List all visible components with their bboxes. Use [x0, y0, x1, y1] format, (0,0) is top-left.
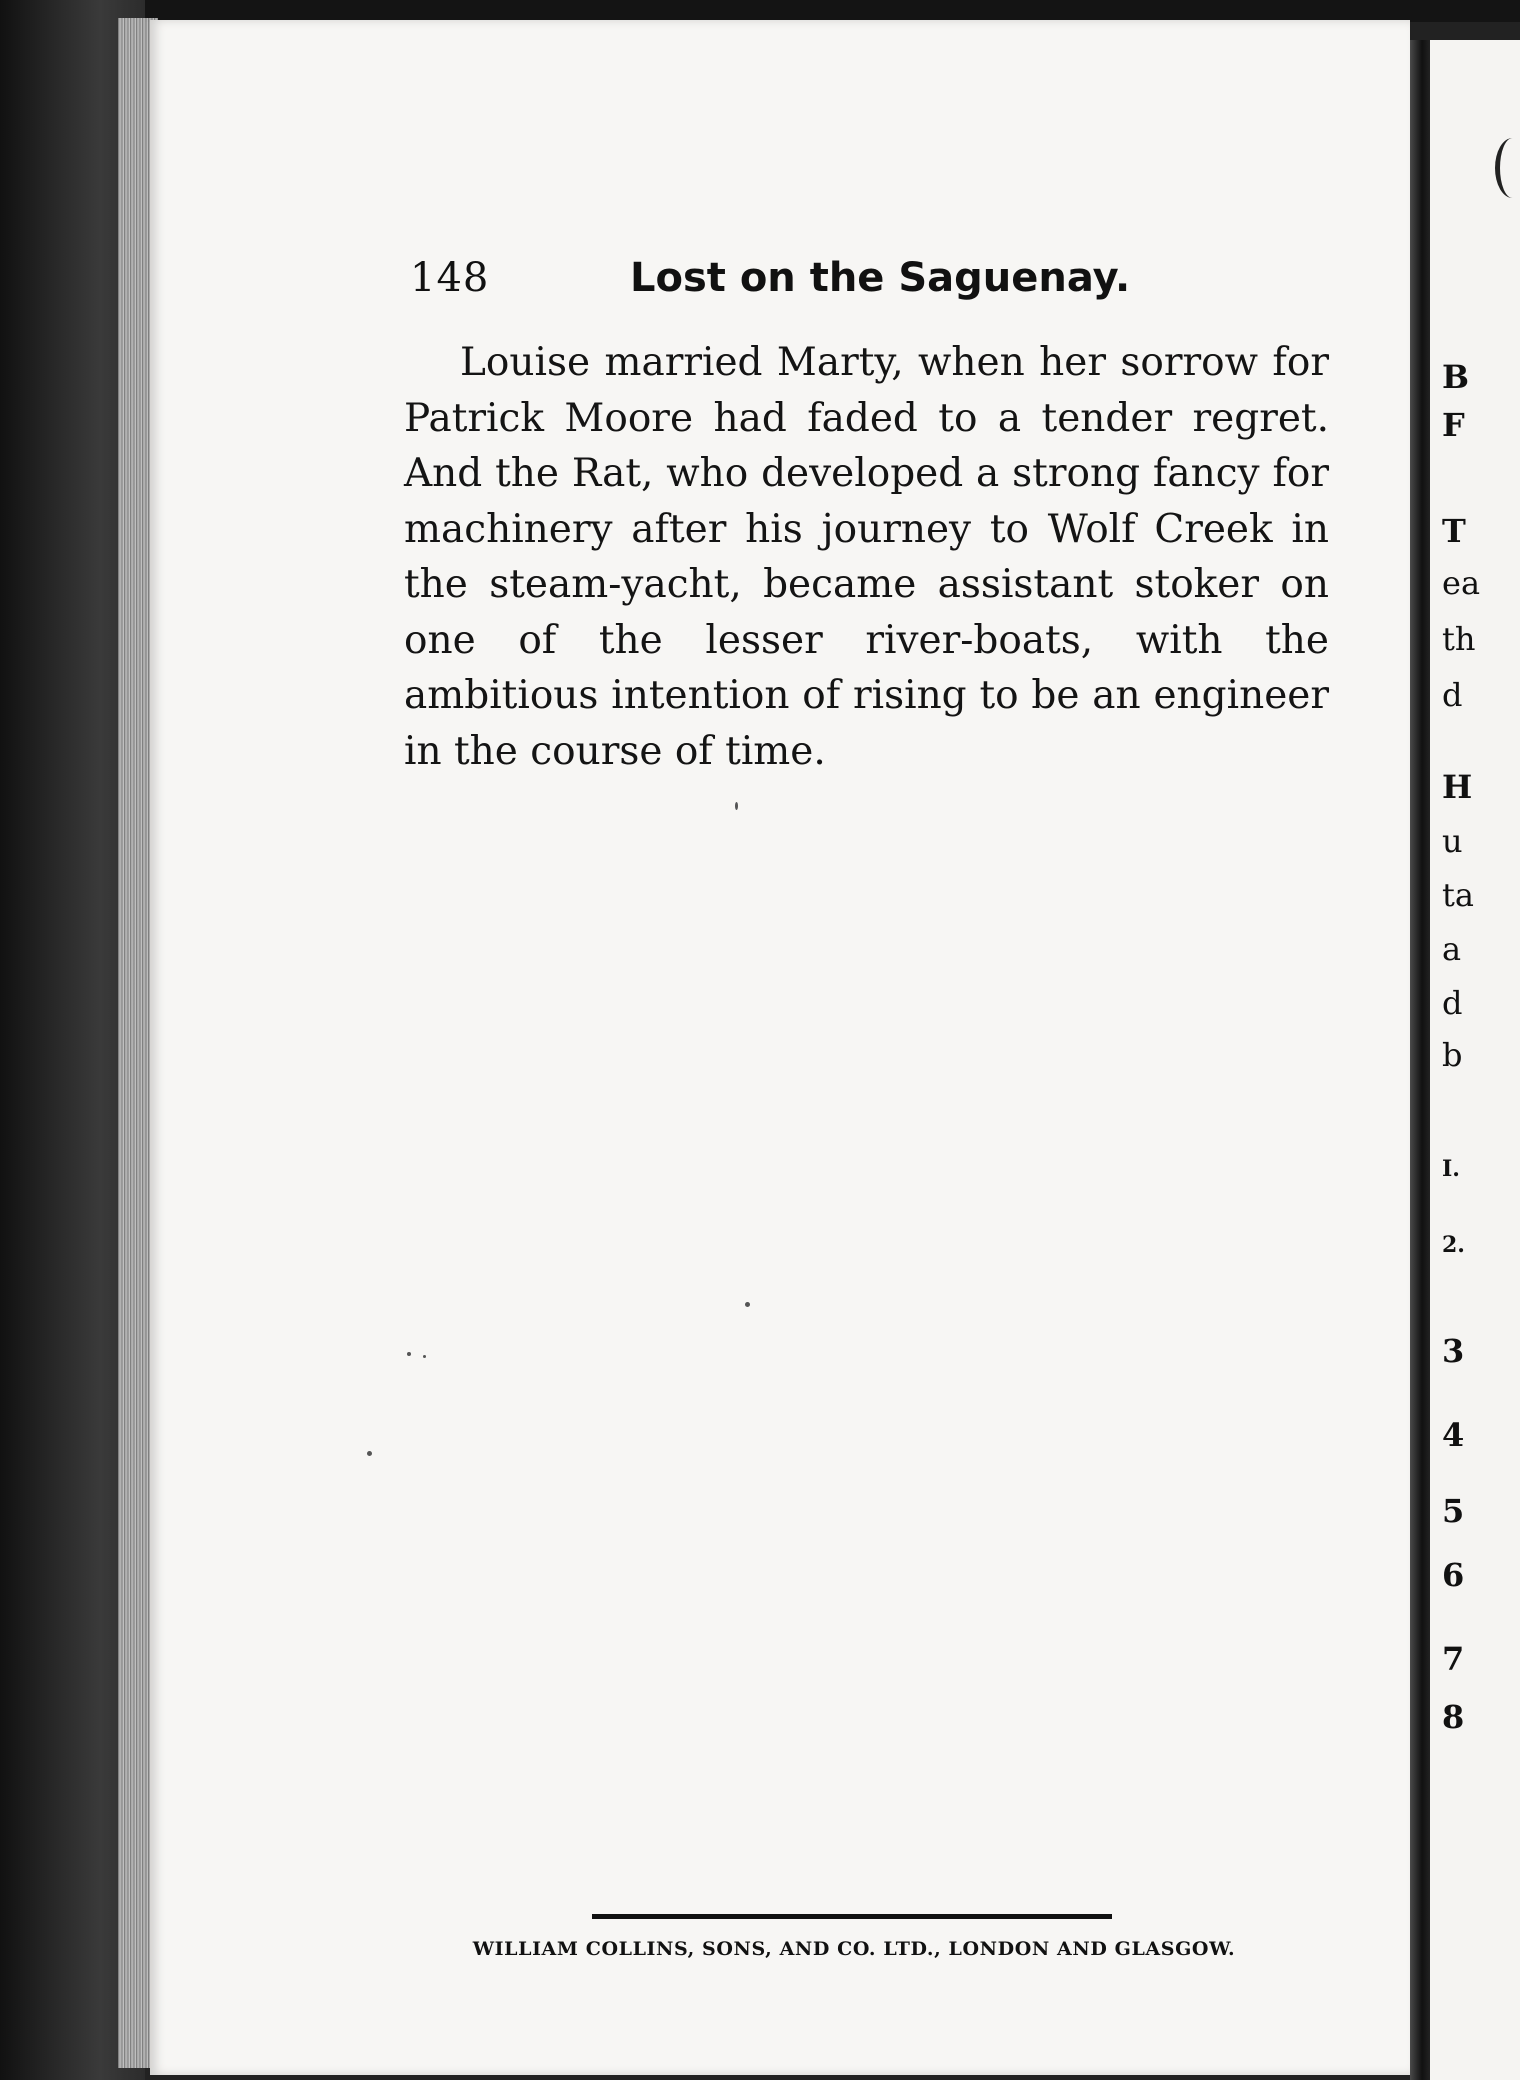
facing-page-fragment: b	[1442, 1036, 1463, 1074]
facing-page-fragment: th	[1442, 620, 1476, 658]
facing-page-fragment: ea	[1442, 564, 1481, 602]
page-number: 148	[410, 255, 490, 301]
facing-page-fragment: a	[1442, 930, 1462, 968]
book-gutter	[1410, 40, 1430, 2080]
facing-page-fragment: d	[1442, 676, 1463, 714]
facing-page-edge	[1430, 40, 1520, 2080]
facing-page-fragment: 3	[1442, 1332, 1465, 1370]
scan-top-border	[0, 0, 1520, 22]
facing-page-fragment: B	[1442, 358, 1470, 396]
footer-rule	[592, 1914, 1112, 1919]
facing-page-fragment: 4	[1442, 1416, 1465, 1454]
facing-page-fragment: ta	[1442, 876, 1474, 914]
facing-page-fragment: 8	[1442, 1698, 1465, 1736]
left-page	[150, 20, 1410, 2075]
body-paragraph: Louise married Marty, when her sorrow for Patrick Moore had faded to a tender regret. And the Rat, who developed a strong fancy for machinery after his journey to Wolf Creek in the steam-yacht, became assistant stoker on one of the lesser river-boats, with the ambitious intention of rising to be an engineer in the course of time.	[404, 340, 1329, 774]
running-title: Lost on the Saguenay.	[630, 255, 1131, 301]
facing-page-fragment: I.	[1442, 1156, 1460, 1182]
facing-page-fragment: 5	[1442, 1492, 1465, 1530]
publisher-imprint: WILLIAM COLLINS, SONS, AND CO. LTD., LONDON AND GLASGOW.	[472, 1938, 1236, 1960]
facing-page-fragment: d	[1442, 984, 1463, 1022]
facing-page-fragment: u	[1442, 822, 1463, 860]
facing-page-fragment: T	[1442, 512, 1466, 550]
facing-page-fragment: 6	[1442, 1556, 1465, 1594]
page-header	[410, 255, 1330, 315]
facing-page-fragment: H	[1442, 768, 1473, 806]
facing-page-fragment: 7	[1442, 1640, 1465, 1678]
facing-page-fragment: 2.	[1442, 1232, 1465, 1258]
facing-page-fragment: F	[1442, 406, 1465, 444]
